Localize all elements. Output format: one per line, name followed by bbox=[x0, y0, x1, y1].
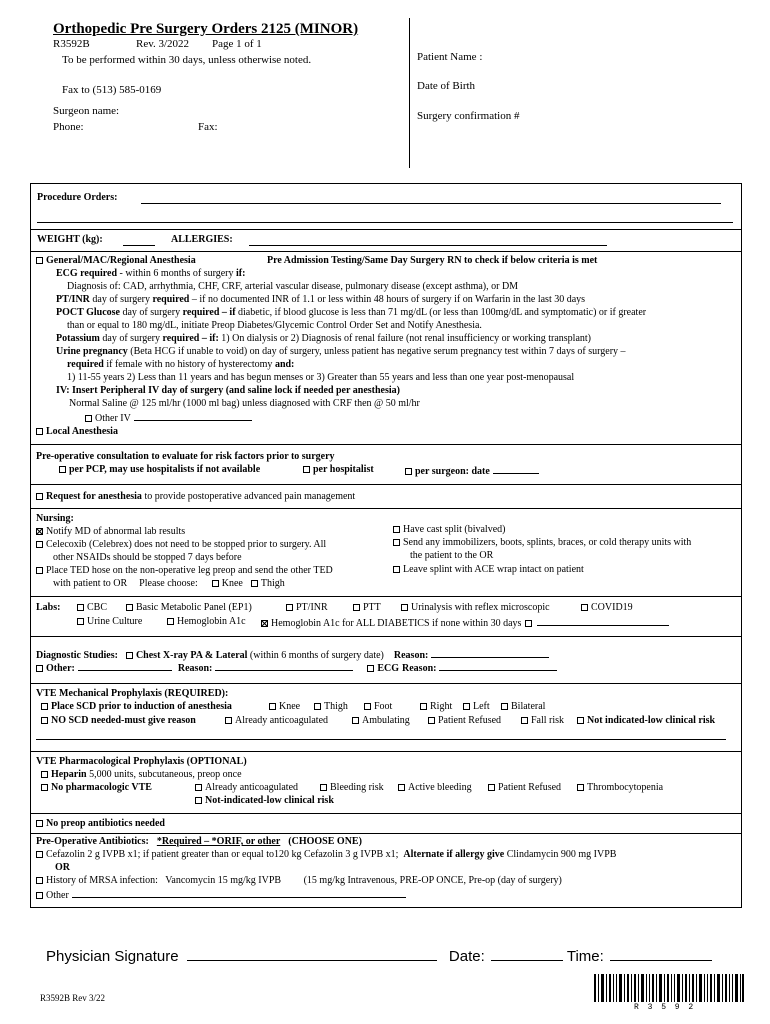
heparin-text: 5,000 units, subcutaneous, preop once bbox=[86, 769, 242, 780]
notify-md-checkbox[interactable] bbox=[36, 528, 43, 535]
scd-foot-checkbox[interactable] bbox=[364, 703, 371, 710]
scd-bilateral-label: Bilateral bbox=[511, 701, 546, 712]
ecg-reason-field[interactable] bbox=[439, 661, 557, 671]
cxr-checkbox[interactable] bbox=[126, 652, 133, 659]
choose-label: Please choose: bbox=[139, 578, 198, 589]
immobilizer-label: Send any immobilizers, boots, splints, braces, or cold therapy units with bbox=[403, 537, 692, 548]
a1c-all-checkbox[interactable] bbox=[261, 620, 268, 627]
scd-checkbox[interactable] bbox=[41, 703, 48, 710]
poct-line: POCT Glucose day of surgery required – if diabetic, if blood glucose is less than 71 mg/dL (or less than 100mg/dL and symptomatic) or if greater bbox=[56, 307, 647, 318]
form-id: R3592B bbox=[53, 38, 90, 50]
signature-time-label: Time: bbox=[566, 948, 604, 965]
pat-criteria-label: Pre Admission Testing/Same Day Surgery RN to check if below criteria is met bbox=[267, 255, 598, 266]
bmp-checkbox[interactable] bbox=[126, 604, 133, 611]
no-abx-checkbox[interactable] bbox=[36, 820, 43, 827]
general-anesthesia-checkbox[interactable] bbox=[36, 257, 43, 264]
alternate-bold: Alternate if allergy give bbox=[403, 849, 505, 860]
scd-left-label: Left bbox=[473, 701, 490, 712]
cxr-label: Chest X-ray PA & Lateral bbox=[135, 650, 248, 661]
vte-pharm-title: VTE Pharmacological Prophylaxis (OPTIONAL) bbox=[36, 756, 247, 767]
bleeding-risk-label: Bleeding risk bbox=[330, 782, 384, 793]
consult-section bbox=[30, 445, 742, 485]
pain-request-text: to provide postoperative advanced pain management bbox=[141, 491, 356, 502]
scd-right-checkbox[interactable] bbox=[420, 703, 427, 710]
physician-signature-label: Physician Signature bbox=[46, 948, 179, 965]
footer-rev: R3592B Rev 3/22 bbox=[40, 993, 106, 1003]
pharm-notind-checkbox[interactable] bbox=[195, 797, 202, 804]
ptinr-label: PT/INR bbox=[296, 602, 328, 613]
active-bleeding-checkbox[interactable] bbox=[398, 784, 405, 791]
form-rev: Rev. 3/2022 bbox=[136, 38, 190, 50]
urinalysis-checkbox[interactable] bbox=[401, 604, 408, 611]
nursing-section bbox=[30, 509, 742, 597]
a1c-label: Hemoglobin A1c bbox=[177, 616, 246, 627]
pain-section bbox=[30, 485, 742, 509]
barcode-image bbox=[594, 974, 744, 1002]
scd-foot-label: Foot bbox=[374, 701, 393, 712]
other-study-field[interactable] bbox=[78, 661, 172, 671]
mech-refused-label: Patient Refused bbox=[438, 715, 502, 726]
physician-signature-field[interactable] bbox=[187, 946, 437, 961]
splint-label: Leave splint with ACE wrap intact on patient bbox=[403, 564, 584, 575]
ted-hose-checkbox[interactable] bbox=[36, 567, 43, 574]
form-page: Page 1 of 1 bbox=[212, 38, 262, 50]
a1c-all-label: Hemoglobin A1c for ALL DIABETICS if none within 30 days bbox=[271, 618, 522, 629]
pcp-checkbox[interactable] bbox=[59, 466, 66, 473]
abx-required: *Required – *ORIF, or other bbox=[156, 836, 281, 847]
procedure-line-1[interactable] bbox=[141, 192, 721, 204]
ted-knee-checkbox[interactable] bbox=[212, 580, 219, 587]
urine-culture-checkbox[interactable] bbox=[77, 618, 84, 625]
poct-line-2: than or equal to 180 mg/dL, initiate Preop Diabetes/Glycemic Control Order Set and Notify Anesthesia. bbox=[67, 320, 482, 331]
no-scd-label: NO SCD needed-must give reason bbox=[51, 715, 196, 726]
procedure-section bbox=[30, 183, 742, 230]
mrsa-checkbox[interactable] bbox=[36, 877, 43, 884]
cast-split-checkbox[interactable] bbox=[393, 526, 400, 533]
ptinr-checkbox[interactable] bbox=[286, 604, 293, 611]
ecg-reason-label: Reason: bbox=[402, 663, 437, 674]
surgeon-date-field[interactable] bbox=[493, 464, 539, 474]
cefazolin-label: Cefazolin 2 g IVPB x1; if patient greater than or equal to120 kg Cefazolin 3 g IVPB x1; bbox=[46, 849, 399, 860]
urine-culture-label: Urine Culture bbox=[87, 616, 143, 627]
pharm-anticoag-label: Already anticoagulated bbox=[205, 782, 299, 793]
barcode-text: R 3 5 9 2 bbox=[634, 1003, 696, 1012]
other-iv-field[interactable] bbox=[134, 411, 252, 421]
form-title: Orthopedic Pre Surgery Orders 2125 (MINOR) bbox=[53, 21, 359, 37]
heparin-checkbox[interactable] bbox=[41, 771, 48, 778]
surgeon-label: per surgeon: date bbox=[415, 466, 490, 477]
weight-label: WEIGHT (kg): bbox=[37, 234, 103, 245]
potassium-line: Potassium day of surgery required – if: 1) On dialysis or 2) Diagnosis of renal failure (not renal insufficiency or working transplant) bbox=[56, 333, 591, 344]
weight-field[interactable] bbox=[123, 234, 155, 246]
vte-pharm-section bbox=[30, 752, 742, 814]
procedure-line-2[interactable] bbox=[37, 211, 733, 223]
cefazolin-checkbox[interactable] bbox=[36, 851, 43, 858]
surgeon-checkbox[interactable] bbox=[405, 468, 412, 475]
ecg-line: ECG required - within 6 months of surgery if: bbox=[56, 268, 246, 279]
surgery-confirmation-label: Surgery confirmation # bbox=[417, 110, 520, 122]
urinalysis-label: Urinalysis with reflex microscopic bbox=[411, 602, 550, 613]
local-anesthesia-label: Local Anesthesia bbox=[46, 426, 118, 437]
other-abx-checkbox[interactable] bbox=[36, 892, 43, 899]
other-reason-label: Reason: bbox=[177, 663, 213, 674]
dob-label: Date of Birth bbox=[417, 80, 476, 92]
ptt-label: PTT bbox=[363, 602, 381, 613]
pcp-label: per PCP, may use hospitalists if not available bbox=[69, 464, 261, 475]
scd-knee-label: Knee bbox=[279, 701, 301, 712]
cbc-checkbox[interactable] bbox=[77, 604, 84, 611]
scd-thigh-checkbox[interactable] bbox=[314, 703, 321, 710]
allergies-label: ALLERGIES: bbox=[171, 234, 233, 245]
pain-request-bold: Request for anesthesia bbox=[46, 491, 142, 502]
celecoxib-checkbox[interactable] bbox=[36, 541, 43, 548]
mech-notind-label: Not indicated-low clinical risk bbox=[587, 715, 716, 726]
header-divider bbox=[409, 18, 410, 168]
other-reason-field[interactable] bbox=[215, 661, 353, 671]
no-abx-label: No preop antibiotics needed bbox=[46, 818, 165, 829]
surgeon-name-label: Surgeon name: bbox=[53, 105, 120, 117]
other-study-checkbox[interactable] bbox=[36, 665, 43, 672]
diagnostic-label: Diagnostic Studies: bbox=[36, 650, 118, 661]
labs-section bbox=[30, 597, 742, 637]
scd-knee-checkbox[interactable] bbox=[269, 703, 276, 710]
abx-title: Pre-Operative Antibiotics: bbox=[36, 836, 149, 847]
ted-hose-label: Place TED hose on the non-operative leg preop and send the other TED bbox=[46, 565, 333, 576]
diagnostic-section bbox=[30, 637, 742, 684]
notify-md-label: Notify MD of abnormal lab results bbox=[46, 526, 186, 537]
mech-notind-checkbox[interactable] bbox=[577, 717, 584, 724]
scd-left-checkbox[interactable] bbox=[463, 703, 470, 710]
local-anesthesia-checkbox[interactable] bbox=[36, 428, 43, 435]
procedure-label: Procedure Orders: bbox=[37, 192, 118, 203]
signature-date-field[interactable] bbox=[491, 946, 563, 961]
ptinr-line: PT/INR day of surgery required – if no documented INR of 1.1 or less within 48 hours of surgery if on Warfarin in the last 30 days bbox=[56, 294, 586, 305]
scd-thigh-label: Thigh bbox=[324, 701, 348, 712]
signature-time-field[interactable] bbox=[610, 946, 712, 961]
anesthesia-section bbox=[30, 252, 742, 445]
a1c-checkbox[interactable] bbox=[167, 618, 174, 625]
alternate-text: Clindamycin 900 mg IVPB bbox=[504, 849, 617, 860]
other-abx-label: Other bbox=[46, 890, 69, 901]
no-scd-checkbox[interactable] bbox=[41, 717, 48, 724]
ted-thigh-label: Thigh bbox=[260, 578, 285, 589]
other-iv-label: Other IV bbox=[95, 413, 131, 424]
pharm-anticoag-checkbox[interactable] bbox=[195, 784, 202, 791]
bleeding-risk-checkbox[interactable] bbox=[320, 784, 327, 791]
cbc-label: CBC bbox=[87, 602, 108, 613]
no-pharm-label: No pharmacologic VTE bbox=[51, 782, 152, 793]
pain-request-checkbox[interactable] bbox=[36, 493, 43, 500]
bmp-label: Basic Metabolic Panel (EP1) bbox=[136, 602, 252, 613]
fall-risk-label: Fall risk bbox=[531, 715, 565, 726]
ecg-checkbox[interactable] bbox=[367, 665, 374, 672]
cxr-text: (within 6 months of surgery date) bbox=[247, 650, 384, 661]
ambulating-label: Ambulating bbox=[362, 715, 410, 726]
scd-bilateral-checkbox[interactable] bbox=[501, 703, 508, 710]
scd-label: Place SCD prior to induction of anesthesia bbox=[51, 701, 232, 712]
fall-risk-checkbox[interactable] bbox=[521, 717, 528, 724]
other-study-label: Other: bbox=[46, 663, 75, 674]
cxr-reason-label: Reason: bbox=[393, 650, 429, 661]
vte-mech-title: VTE Mechanical Prophylaxis (REQUIRED): bbox=[36, 688, 229, 699]
consult-title: Pre-operative consultation to evaluate for risk factors prior to surgery bbox=[36, 451, 335, 462]
heparin-bold: Heparin bbox=[51, 769, 87, 780]
performed-note: To be performed within 30 days, unless otherwise noted. bbox=[62, 54, 312, 66]
mech-refused-checkbox[interactable] bbox=[428, 717, 435, 724]
barcode-bars bbox=[594, 974, 744, 1002]
scd-right-label: Right bbox=[430, 701, 453, 712]
signature-date-label: Date: bbox=[448, 948, 485, 965]
no-pharm-checkbox[interactable] bbox=[41, 784, 48, 791]
cxr-reason-field[interactable] bbox=[431, 648, 549, 658]
mech-anticoag-checkbox[interactable] bbox=[225, 717, 232, 724]
ecg-label: ECG bbox=[377, 663, 400, 674]
urine-pregnancy-line-2: required if female with no history of hysterectomy and: bbox=[67, 359, 295, 370]
ptt-checkbox[interactable] bbox=[353, 604, 360, 611]
patient-name-label: Patient Name : bbox=[417, 51, 483, 63]
ted-knee-label: Knee bbox=[221, 578, 243, 589]
immobilizer-label-2: the patient to the OR bbox=[410, 550, 494, 561]
splint-checkbox[interactable] bbox=[393, 566, 400, 573]
celecoxib-label-2: other NSAIDs should be stopped 7 days before bbox=[53, 552, 242, 563]
other-abx-field[interactable] bbox=[72, 888, 406, 898]
thrombocytopenia-checkbox[interactable] bbox=[577, 784, 584, 791]
urine-pregnancy-line: Urine pregnancy (Beta HCG if unable to void) on day of surgery, unless patient has negative serum pregnancy test within 7 days of surgery – bbox=[56, 346, 626, 357]
thrombocytopenia-label: Thrombocytopenia bbox=[587, 782, 664, 793]
weight-section bbox=[30, 230, 742, 252]
phone-label: Phone: bbox=[53, 121, 84, 133]
fax-number: Fax to (513) 585-0169 bbox=[62, 84, 162, 96]
antibiotics-section bbox=[30, 834, 742, 908]
allergies-field[interactable] bbox=[249, 234, 607, 246]
other-lab-field[interactable] bbox=[537, 616, 669, 626]
urine-pregnancy-criteria: 1) 11-55 years 2) Less than 11 years and has begun menses or 3) Greater than 55 years and less than one year post-menopausal bbox=[67, 372, 575, 383]
abx-choose: (CHOOSE ONE) bbox=[288, 836, 362, 847]
covid-checkbox[interactable] bbox=[581, 604, 588, 611]
other-lab-checkbox[interactable] bbox=[525, 620, 532, 627]
immobilizer-checkbox[interactable] bbox=[393, 539, 400, 546]
pharm-refused-label: Patient Refused bbox=[498, 782, 562, 793]
vte-reason-line[interactable] bbox=[36, 728, 726, 740]
pharm-notind-label: Not-indicated-low clinical risk bbox=[205, 795, 334, 806]
ecg-diagnosis: Diagnosis of: CAD, arrhythmia, CHF, CRF, arterial vascular disease, pulmonary disease (except asthma), or DM bbox=[67, 281, 519, 292]
abx-or: OR bbox=[55, 862, 70, 873]
fax-label: Fax: bbox=[198, 121, 218, 133]
ted-hose-label-2: with patient to OR bbox=[53, 578, 128, 589]
cast-split-label: Have cast split (bivalved) bbox=[403, 524, 506, 535]
hospitalist-checkbox[interactable] bbox=[303, 466, 310, 473]
active-bleeding-label: Active bleeding bbox=[408, 782, 472, 793]
ambulating-checkbox[interactable] bbox=[352, 717, 359, 724]
pharm-refused-checkbox[interactable] bbox=[488, 784, 495, 791]
nursing-title: Nursing: bbox=[36, 513, 74, 524]
hospitalist-label: per hospitalist bbox=[313, 464, 374, 475]
normal-saline-line: Normal Saline @ 125 ml/hr (1000 ml bag) unless diagnosed with CRF then @ 50 ml/hr bbox=[69, 398, 420, 409]
mrsa-label: History of MRSA infection: Vancomycin 15 mg/kg IVPB (15 mg/kg Intravenous, PRE-OP ONCE, Pre-op (day of surgery) bbox=[46, 875, 562, 886]
covid-label: COVID19 bbox=[591, 602, 633, 613]
no-abx-section bbox=[30, 814, 742, 834]
labs-label: Labs: bbox=[36, 602, 61, 613]
vte-mechanical-section bbox=[30, 684, 742, 752]
mech-anticoag-label: Already anticoagulated bbox=[235, 715, 329, 726]
celecoxib-label: Celecoxib (Celebrex) does not need to be stopped prior to surgery. All bbox=[46, 539, 327, 550]
iv-line: IV: Insert Peripheral IV day of surgery (and saline lock if needed per anesthesia) bbox=[56, 385, 400, 396]
other-iv-checkbox[interactable] bbox=[85, 415, 92, 422]
general-anesthesia-label: General/MAC/Regional Anesthesia bbox=[46, 255, 196, 266]
ted-thigh-checkbox[interactable] bbox=[251, 580, 258, 587]
